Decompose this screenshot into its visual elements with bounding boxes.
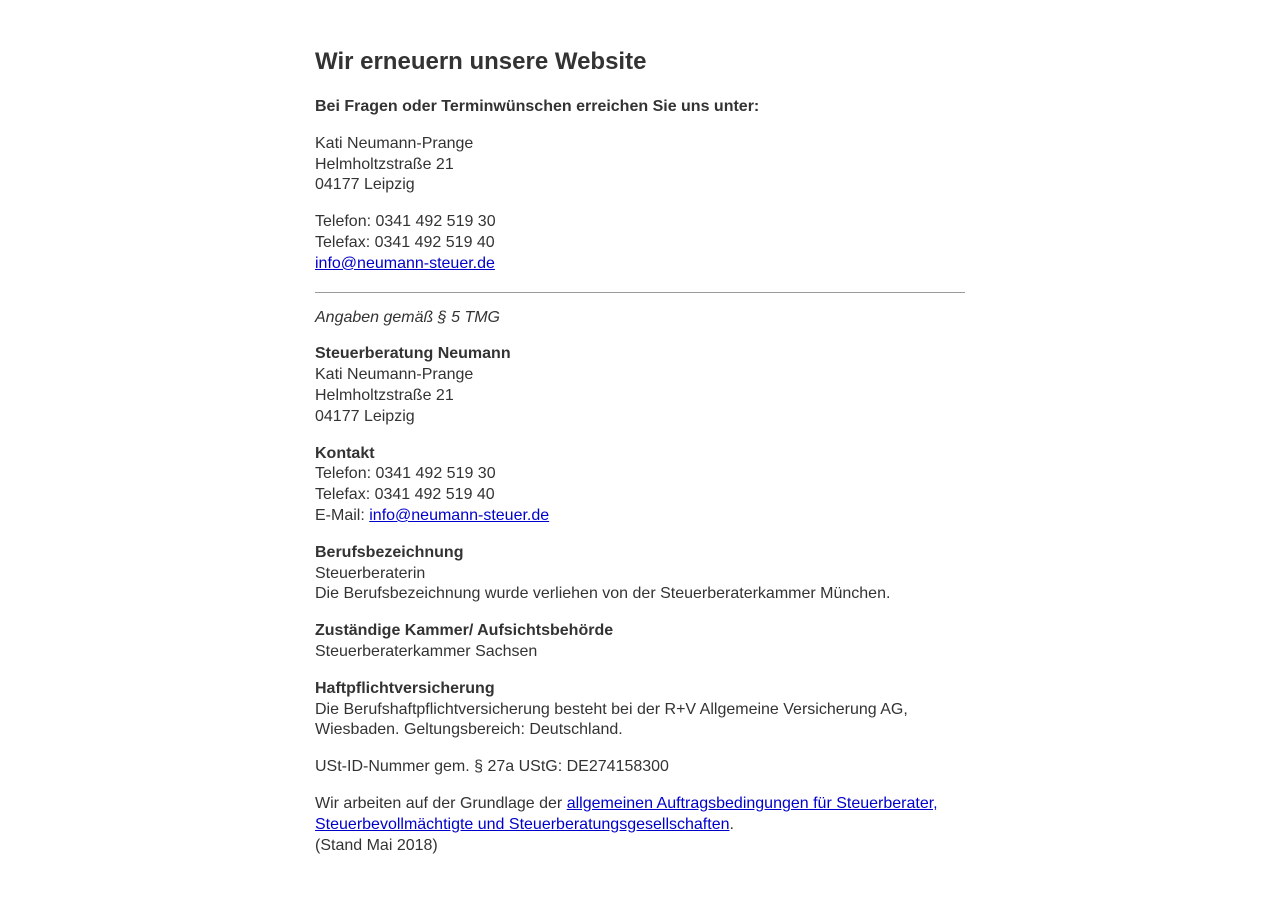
contact-intro: Bei Fragen oder Terminwünschen erreichen Sie uns unter: xyxy=(315,98,760,115)
company-name: Kati Neumann-Prange xyxy=(315,366,474,384)
profession-note: Die Berufsbezeichnung wurde verliehen von der Steuerberaterkammer München. xyxy=(315,585,891,603)
address-block xyxy=(315,134,965,196)
imprint-email-link[interactable]: info@neumann-steuer.de xyxy=(369,506,550,524)
chamber-block xyxy=(315,621,965,663)
profession-block xyxy=(315,543,965,605)
insurance-line-1: Die Berufshaftpflichtversicherung besteht bei der R+V Allgemeine Versicherung AG, xyxy=(315,700,908,718)
chamber-title: Zuständige Kammer/ Aufsichtsbehörde xyxy=(315,622,614,640)
email-link[interactable]: info@neumann-steuer.de xyxy=(315,254,495,272)
terms-line-2 xyxy=(315,815,965,836)
company-title: Steuerberatung Neumann xyxy=(315,345,511,363)
company-street: Helmholtzstraße 21 xyxy=(315,386,454,404)
contact-phone: Telefon: 0341 492 519 30 xyxy=(315,213,496,231)
phone-block xyxy=(315,212,965,274)
imprint-contact-title: Kontakt xyxy=(315,444,375,462)
profession-value: Steuerberaterin xyxy=(315,564,426,582)
imprint-phone: Telefon: 0341 492 519 30 xyxy=(315,465,496,483)
imprint-email-label: E-Mail: xyxy=(315,506,370,524)
terms-suffix: . xyxy=(729,815,734,833)
terms-block xyxy=(315,794,965,856)
contact-city: 04177 Leipzig xyxy=(315,176,415,194)
page-title: Wir erneuern unsere Website xyxy=(315,48,647,75)
company-block xyxy=(315,344,965,427)
chamber-value: Steuerberaterkammer Sachsen xyxy=(315,642,538,660)
divider xyxy=(315,292,965,293)
insurance-title: Haftpflichtversicherung xyxy=(315,679,495,697)
terms-date: (Stand Mai 2018) xyxy=(315,836,438,854)
contact-name: Kati Neumann-Prange xyxy=(315,134,474,152)
vat-id: USt-ID-Nummer gem. § 27a UStG: DE274158300 xyxy=(315,758,669,776)
imprint-intro: Angaben gemäß § 5 TMG xyxy=(315,308,500,326)
contact-fax: Telefax: 0341 492 519 40 xyxy=(315,233,495,251)
terms-link-part-1[interactable]: allgemeinen Auftragsbedingungen für Steuerberater, xyxy=(566,794,938,812)
page-content xyxy=(315,44,965,856)
profession-title: Berufsbezeichnung xyxy=(315,543,464,561)
company-city: 04177 Leipzig xyxy=(315,407,415,425)
insurance-line-2: Wiesbaden. Geltungsbereich: Deutschland. xyxy=(315,721,623,739)
insurance-block xyxy=(315,679,965,741)
terms-prefix: Wir arbeiten auf der Grundlage der xyxy=(315,794,567,812)
contact-street: Helmholtzstraße 21 xyxy=(315,155,454,173)
terms-link-part-2[interactable]: Steuerbevollmächtigte und Steuerberatungsgesellschaften xyxy=(315,815,730,833)
imprint-email-row xyxy=(315,506,965,527)
imprint-fax: Telefax: 0341 492 519 40 xyxy=(315,486,495,504)
imprint-contact-block xyxy=(315,444,965,527)
